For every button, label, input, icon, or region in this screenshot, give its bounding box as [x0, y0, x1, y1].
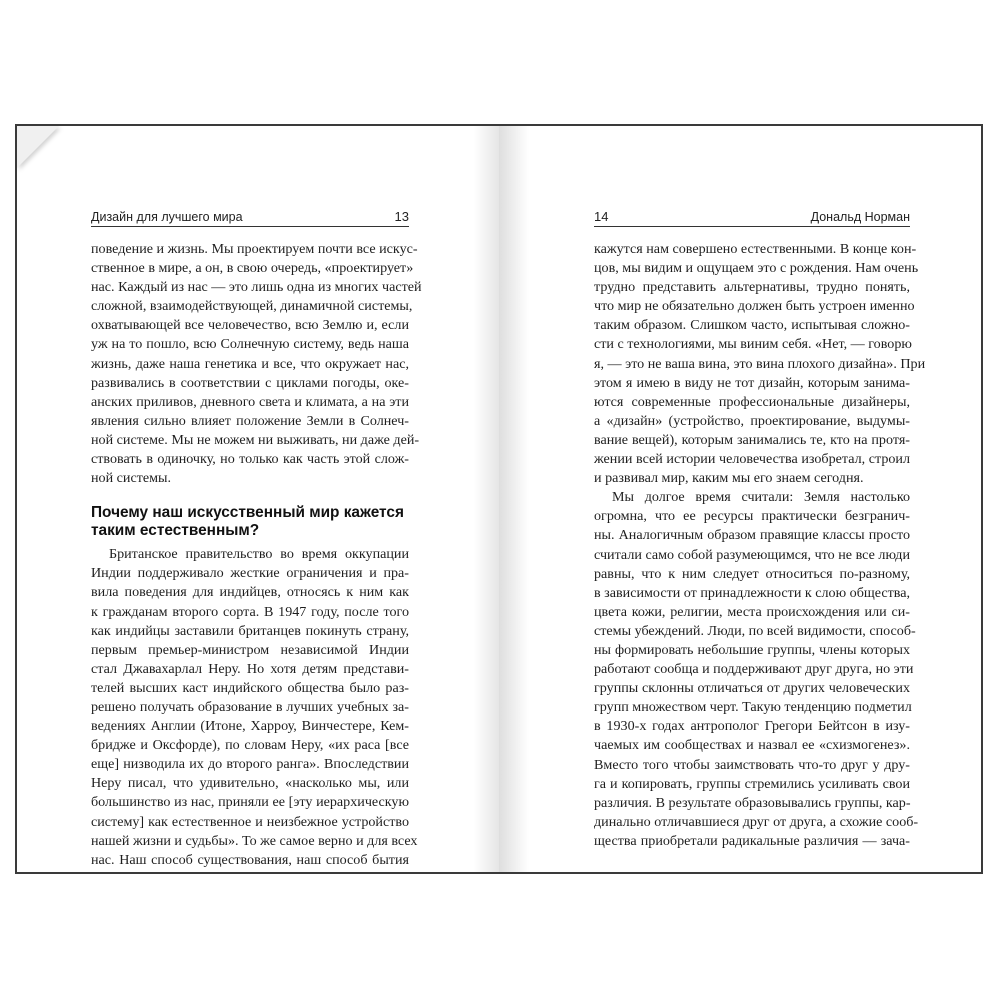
- text-line: еще] низводила их до второго ранга». Впоследствии: [91, 756, 409, 773]
- text-line: бридже и Оксфорде), по словам Неру, «их раса [все: [91, 737, 409, 754]
- text-line: нас. Наш способ существования, наш способ бытия: [91, 851, 409, 868]
- spine-shadow-left: [473, 126, 499, 872]
- spine-shadow-right: [499, 126, 529, 872]
- text-line: ны формировать небольшие группы, члены которых: [594, 641, 910, 658]
- section-heading: [91, 504, 409, 540]
- text-line: цов, мы видим и ощущаем это с рождения. Нам очень: [594, 260, 919, 277]
- text-line: большинство из нас, приняли ее [эту иерархическую: [91, 794, 409, 811]
- left-paragraph-2: [91, 545, 418, 870]
- text-line: сти с технологиями, мы виним себя. «Нет, — говорю: [594, 336, 912, 353]
- text-line: вание вещей), которым занимались те, кто на протя-: [594, 431, 910, 448]
- section-heading-line: таким естественным?: [91, 522, 260, 540]
- text-line: цвета кожи, религии, места происхождения или си-: [594, 603, 910, 620]
- text-line: Британское правительство во время оккупации: [109, 546, 409, 563]
- right-header-title: Дональд Норман: [810, 210, 910, 224]
- text-line: стемы убеждений. Люди, по всей видимости, способ-: [594, 622, 916, 639]
- section-heading-line: Почему наш искусственный мир кажется: [91, 504, 404, 522]
- right-body-text: [594, 240, 926, 851]
- right-running-header: [594, 206, 910, 224]
- text-line: и развивал мир, каким мы его знаем сегодня.: [594, 470, 864, 487]
- text-line: огромна, что ее ресурсы практически безгранич-: [594, 508, 910, 525]
- text-line: равны, что к ним следует относиться по-разному,: [594, 565, 910, 582]
- text-line: различия. В результате образовывались группы, кар-: [594, 794, 911, 811]
- text-line: кажутся нам совершено естественными. В конце кон-: [594, 241, 917, 257]
- text-line: Вместо того чтобы заимствовать что-то друг у дру-: [594, 756, 910, 773]
- text-line: что мир не обязательно должен быть устроен именно: [594, 298, 915, 315]
- text-line: ственное в мире, а он, в свою очередь, «проектирует»: [91, 260, 414, 277]
- text-line: первым премьер-министром независимой Индии: [91, 641, 409, 658]
- text-line: ствовать в одиночку, но только как часть этой слож-: [91, 451, 409, 468]
- text-line: нашей жизни и судьбы». То же самое верно и для всех: [91, 832, 418, 849]
- text-line: ны. Аналогичным образом правящие классы просто: [594, 527, 910, 544]
- right-page: [499, 126, 981, 872]
- text-line: работают сообща и поддерживают друг друга, но эти: [594, 661, 914, 678]
- text-line: ной системы.: [91, 470, 172, 487]
- text-line: ются современные профессиональные дизайнеры,: [594, 393, 910, 410]
- text-line: анских приливов, дневного света и климата, а на эти: [91, 393, 409, 410]
- right-paragraph-2: [594, 488, 919, 851]
- text-line: стал Джавахарлал Неру. Но хотя детям представи-: [91, 660, 409, 677]
- text-line: телей высших каст индийского общества было раз-: [91, 679, 409, 696]
- text-line: Индии поддерживало жесткие ограничения и пра-: [91, 565, 409, 582]
- text-line: групп множеством черт. Такую тенденцию подметил: [594, 699, 912, 716]
- text-line: уж на то пошло, всю Солнечную систему, ведь наша: [91, 336, 409, 353]
- text-line: жизнь, даже наша генетика и все, что окружает нас,: [91, 355, 409, 372]
- text-line: в 1930-х годах антрополог Грегори Бейтсон в изу-: [594, 718, 910, 735]
- left-paragraph-1: [91, 240, 422, 488]
- text-line: считали само собой разумеющимся, что не все люди: [594, 546, 910, 563]
- text-line: трудно представить альтернативы, трудно понять,: [594, 279, 910, 296]
- text-line: сложной, взаимодействующей, динамичной системы,: [91, 298, 413, 315]
- text-line: как индийцы заставили британцев покинуть страну,: [91, 622, 409, 639]
- text-line: поведение и жизнь. Мы проектируем почти все искус-: [91, 241, 418, 257]
- text-line: а «дизайн» (устройство, проектирование, выдумы-: [594, 412, 910, 429]
- text-line: ведениях Англии (Итоне, Харроу, Винчестере, Кем-: [91, 718, 409, 735]
- text-line: явления сильно влияет положение Земли в Солнеч-: [91, 412, 409, 429]
- text-line: развивались в соответствии с циклами погоды, оке-: [91, 374, 409, 391]
- book-spread: [15, 124, 983, 874]
- text-line: чаемых им сообществах и назвал ее «схизмогенез».: [594, 737, 910, 754]
- text-line: вила поведения для индийцев, относясь к ним как: [91, 584, 409, 601]
- right-page-number: 14: [594, 209, 609, 224]
- left-header-title: Дизайн для лучшего мира: [91, 210, 243, 224]
- left-page-number: 13: [394, 209, 409, 224]
- right-header-rule: [594, 226, 910, 227]
- text-line: этом я имею в виду не тот дизайн, которым занима-: [594, 374, 910, 391]
- text-line: Неру писал, что удивительно, «насколько мы, или: [91, 775, 409, 792]
- text-line: га и копировать, группы стремились усиливать свои: [594, 775, 910, 792]
- left-body-text: [91, 240, 422, 870]
- page-corner-curl: [17, 126, 59, 168]
- text-line: динально отличавшиеся друг от друга, а схожие сооб-: [594, 813, 919, 830]
- left-running-header: [91, 206, 409, 224]
- text-line: решено получать образование в лучших учебных за-: [91, 698, 409, 715]
- text-line: нас. Каждый из нас — это лишь одна из многих частей: [91, 279, 422, 296]
- left-page: [17, 126, 499, 872]
- text-line: в зависимости от принадлежности к слою общества,: [594, 584, 910, 601]
- text-line: группы склонны отличаться от других человеческих: [594, 680, 910, 697]
- text-line: охватывающей все человечество, всю Землю и, если: [91, 317, 409, 334]
- text-line: таким образом. Слишком часто, испытывая сложно-: [594, 317, 910, 334]
- right-paragraph-1: [594, 240, 926, 488]
- left-header-rule: [91, 226, 409, 227]
- text-line: ной системе. Мы не можем ни выживать, ни даже дей-: [91, 431, 420, 448]
- text-line: жении всей истории человечества изобретал, строил: [594, 451, 910, 468]
- text-line: систему] как естественное и неизбежное устройство: [91, 813, 409, 830]
- text-line: Мы долгое время считали: Земля настолько: [612, 489, 910, 506]
- text-line: щества приобретали радикальные различия — зача-: [594, 832, 910, 849]
- text-line: я, — это не ваша вина, это вина плохого дизайна». При: [594, 355, 926, 372]
- text-line: к гражданам второго сорта. В 1947 году, после того: [91, 603, 409, 620]
